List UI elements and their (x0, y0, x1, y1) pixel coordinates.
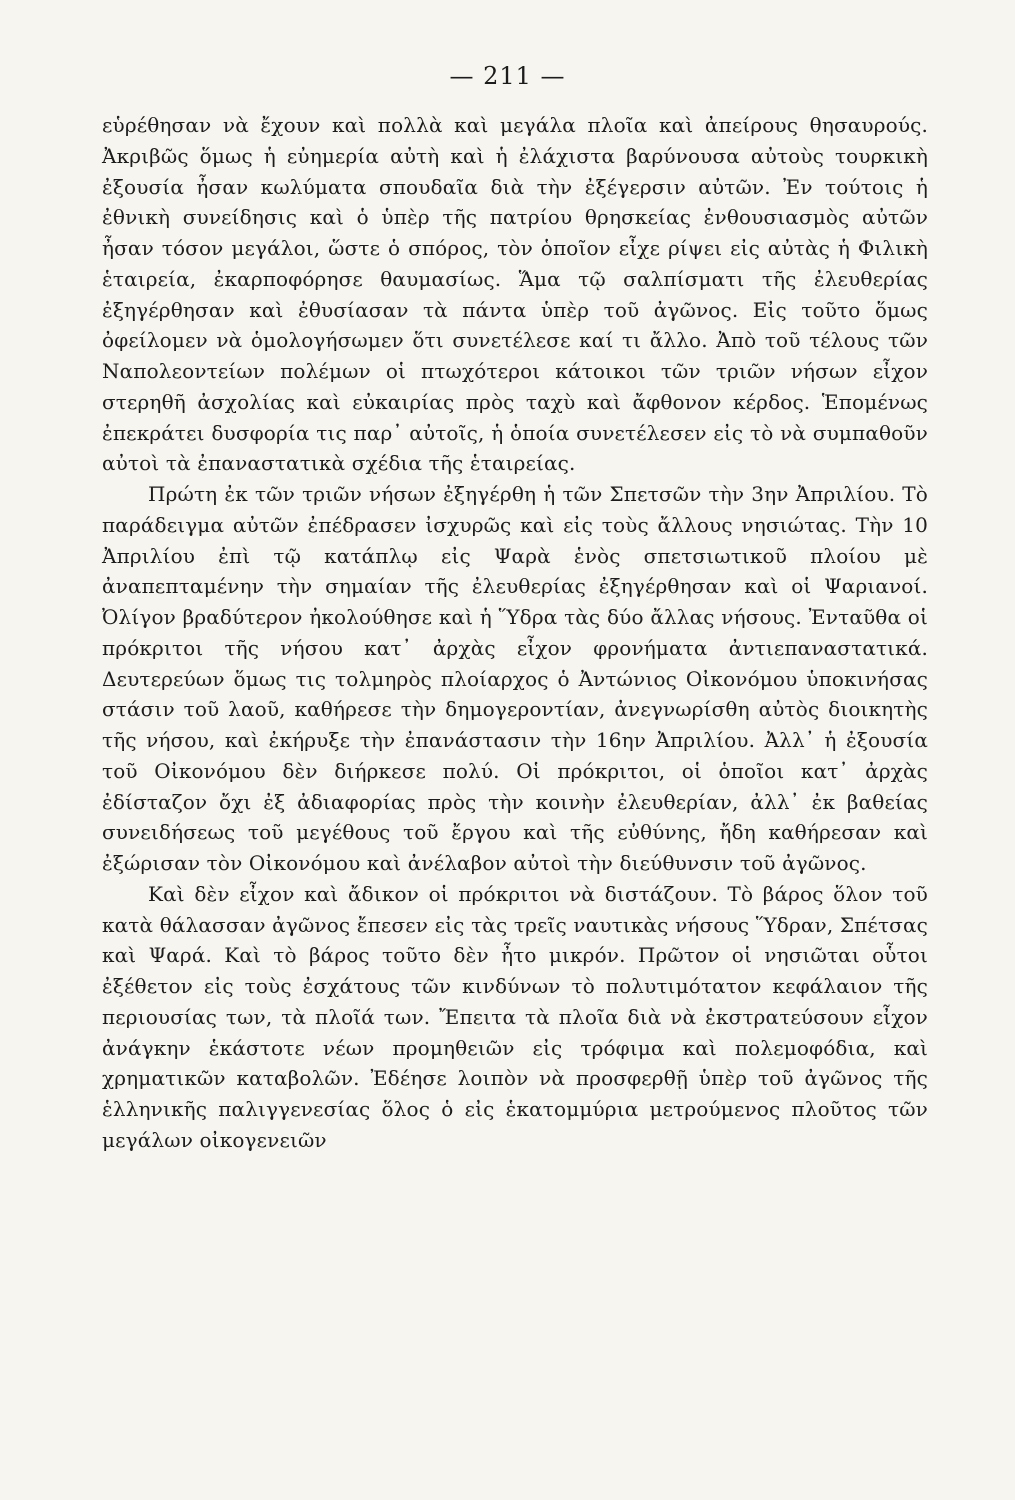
paragraph-2: Πρώτη ἐκ τῶν τριῶν νήσων ἐξηγέρθη ἡ τῶν Σπετσῶν τὴν 3ην Ἀπριλίου. Τὸ παράδειγμα αὐτῶν ἐπέδρασεν ἰσχυρῶς καὶ εἰς τοὺς ἄλλους νησιώτας. Τὴν 10 Ἀπριλίου ἐπὶ τῷ κατάπλῳ εἰς Ψαρὰ ἑνὸς σπετσιωτικοῦ πλοίου μὲ ἀναπεπταμένην τὴν σημαίαν τῆς ἐλευθερίας ἐξηγέρθησαν καὶ οἱ Ψαριανοί. Ὀλίγον βραδύτερον ἠκολούθησε καὶ ἡ Ὕδρα τὰς δύο ἄλλας νήσους. Ἐνταῦθα οἱ πρόκριτοι τῆς νήσου κατ᾽ ἀρχὰς εἶχον φρονήματα ἀντιεπαναστατικά. Δευτερεύων ὅμως τις τολμηρὸς πλοίαρχος ὁ Ἀντώνιος Οἰκονόμου ὑποκινήσας στάσιν τοῦ λαοῦ, καθήρεσε τὴν δημογεροντίαν, ἀνεγνωρίσθη αὐτὸς διοικητὴς τῆς νήσου, καὶ ἐκήρυξε τὴν ἐπανάστασιν τὴν 16ην Ἀπριλίου. Ἀλλ᾽ ἡ ἐξουσία τοῦ Οἰκονόμου δὲν διήρκεσε πολύ. Οἱ πρόκριτοι, οἱ ὁποῖοι κατ᾽ ἀρχὰς ἐδίσταζον ὄχι ἐξ ἀδιαφορίας πρὸς τὴν κοινὴν ἐλευθερίαν, ἀλλ᾽ ἐκ βαθείας συνειδήσεως τοῦ μεγέθους τοῦ ἔργου καὶ τῆς εὐθύνης, ἤδη καθήρεσαν καὶ ἐξώρισαν τὸν Οἰκονόμου καὶ ἀνέλαβον αὐτοὶ τὴν διεύθυνσιν τοῦ ἀγῶνος. (102, 482, 928, 875)
paragraph-1: εὑρέθησαν νὰ ἔχουν καὶ πολλὰ καὶ μεγάλα πλοῖα καὶ ἀπείρους θησαυρούς. Ἀκριβῶς ὅμως ἡ εὐημερία αὐτὴ καὶ ἡ ἐλάχιστα βαρύνουσα αὐτοὺς τουρκικὴ ἐξουσία ἦσαν κωλύματα σπουδαῖα διὰ τὴν ἐξέγερσιν αὐτῶν. Ἐν τούτοις ἡ ἐθνικὴ συνείδησις καὶ ὁ ὑπὲρ τῆς πατρίου θρησκείας ἐνθουσιασμὸς αὐτῶν ἦσαν τόσον μεγάλοι, ὥστε ὁ σπόρος, τὸν ὁποῖον εἶχε ρίψει εἰς αὐτὰς ἡ Φιλικὴ ἑταιρεία, ἐκαρποφόρησε θαυμασίως. Ἅμα τῷ σαλπίσματι τῆς ἐλευθερίας ἐξηγέρθησαν καὶ ἐθυσίασαν τὰ πάντα ὑπὲρ τοῦ ἀγῶνος. Εἰς τοῦτο ὅμως ὀφείλομεν νὰ ὁμολογήσωμεν ὅτι συνετέλεσε καί τι ἄλλο. Ἀπὸ τοῦ τέλους τῶν Ναπολεοντείων πολέμων οἱ πτωχότεροι κάτοικοι τῶν τριῶν νήσων εἶχον στερηθῆ ἀσχολίας καὶ εὐκαιρίας πρὸς ταχὺ καὶ ἄφθονον κέρδος. Ἑπομένως ἐπεκράτει δυσφορία τις παρ᾽ αὐτοῖς, ἡ ὁποία συνετέλεσεν εἰς τὸ νὰ συμπαθοῦν αὐτοὶ τὰ ἐπαναστατικὰ σχέδια τῆς ἑταιρείας. (102, 113, 928, 476)
page-number: — 211 — (449, 62, 566, 90)
paragraph-3: Καὶ δὲν εἶχον καὶ ἄδικον οἱ πρόκριτοι νὰ διστάζουν. Τὸ βάρος ὅλον τοῦ κατὰ θάλασσαν ἀγῶνος ἔπεσεν εἰς τὰς τρεῖς ναυτικὰς νήσους Ὕδραν, Σπέτσας καὶ Ψαρά. Καὶ τὸ βάρος τοῦτο δὲν ἦτο μικρόν. Πρῶτον οἱ νησιῶται οὗτοι ἐξέθετον εἰς τοὺς ἐσχάτους τῶν κινδύνων τὸ πολυτιμότατον κεφάλαιον τῆς περιουσίας των, τὰ πλοῖά των. Ἔπειτα τὰ πλοῖα διὰ νὰ ἐκστρατεύσουν εἶχον ἀνάγκην ἑκάστοτε νέων προμηθειῶν εἰς τρόφιμα καὶ πολεμοφόδια, καὶ χρηματικῶν καταβολῶν. Ἐδέησε λοιπὸν νὰ προσφερθῇ ὑπὲρ τοῦ ἀγῶνος τῆς ἑλληνικῆς παλιγγενεσίας ὅλος ὁ εἰς ἑκατομμύρια μετρούμενος πλοῦτος τῶν μεγάλων οἰκογενειῶν (102, 881, 928, 1152)
body-text (102, 110, 928, 1156)
